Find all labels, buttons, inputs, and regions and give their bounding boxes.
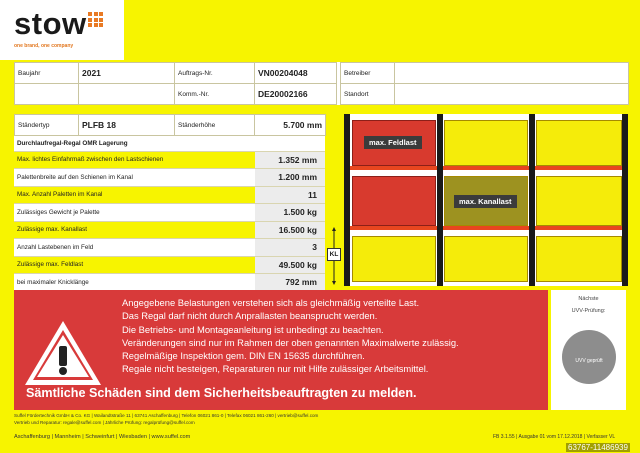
spec-value: 11: [255, 186, 325, 204]
warning-line: Das Regal darf nicht durch Anprallasten beansprucht werden.: [122, 310, 378, 322]
inspection-uvv-label: UVV-Prüfung:: [571, 308, 606, 314]
spec-title: Durchlaufregal-Regal OMR Lagerung: [14, 136, 325, 151]
betreiber-label: Betreiber: [341, 63, 395, 84]
footer-form-number: FB 3.1.55 | Ausgabe 01 vom 17.12.2018 | Verfasser VL: [493, 434, 616, 440]
kanallast-label: max. Kanallast: [454, 195, 517, 208]
spec-label: Max. Anzahl Paletten im Kanal: [14, 186, 255, 204]
pallet-yellow: [444, 236, 528, 282]
pallet-yellow: [444, 120, 528, 166]
inspection-seal: [562, 330, 616, 384]
watermark-id: 63767-11486939: [568, 443, 628, 452]
spec-label: Zulässige max. Feldlast: [14, 256, 255, 274]
spec-row: [14, 151, 325, 169]
spec-value: 49.500 kg: [255, 256, 325, 274]
staendertyp-value: PLFB 18: [79, 115, 175, 136]
warning-line: Regelmäßige Inspektion gem. DIN EN 15635 durchführen.: [122, 350, 365, 362]
rack-beam: [344, 226, 628, 230]
rack-illustration: [344, 114, 628, 286]
rack-post: [529, 114, 535, 286]
betreiber-value: [395, 63, 629, 84]
logo-box: [0, 0, 124, 60]
spec-label: Max. lichtes Einfahrmaß zwischen den Lastschienen: [14, 151, 255, 169]
warning-panel: [14, 290, 548, 410]
inspection-next-label: Nächste: [578, 296, 599, 302]
rack-post: [344, 114, 350, 286]
spec-label: bei maximaler Knicklänge: [14, 274, 255, 292]
warning-line: Die Betriebs- und Montageanleitung ist unbedingt zu beachten.: [122, 323, 384, 335]
warning-line: Angegebene Belastungen verstehen sich als gleichmäßig verteilte Last.: [122, 297, 420, 308]
spec-row: [14, 169, 325, 187]
spec-row: [14, 274, 325, 292]
inspection-box: [551, 290, 626, 410]
spec-row: [14, 186, 325, 204]
pallet-yellow: [536, 176, 622, 226]
spec-value: 1.352 mm: [255, 151, 325, 169]
auftrags-value: VN00204048: [255, 63, 337, 84]
warning-text: [122, 296, 459, 376]
spec-label: Anzahl Lastebenen im Feld: [14, 239, 255, 257]
warning-bottom-line: Sämtliche Schäden sind dem Sicherheitsbeauftragten zu melden.: [26, 386, 417, 400]
footer-cities: Aschaffenburg | Mannheim | Schweinfurt | Wiesbaden | www.suffel.com: [14, 434, 191, 440]
logo-tagline: one brand, one company: [14, 43, 74, 49]
spec-value: 1.200 mm: [255, 169, 325, 187]
spec-row: [14, 204, 325, 222]
staenderhoehe-label: Ständerhöhe: [175, 115, 255, 136]
spec-value: 3: [255, 239, 325, 257]
footer-line: Vertrieb und Reparatur: regale@suffel.com | Jährliche Prüfung: regalprüfung@suffel.com: [14, 419, 195, 425]
spec-value: 16.500 kg: [255, 221, 325, 239]
footer-address: [14, 413, 318, 426]
standort-label: Standort: [341, 84, 395, 105]
rack-post: [437, 114, 443, 286]
pallet-yellow: [352, 236, 436, 282]
info-table: [14, 62, 629, 105]
spec-label: Zulässige max. Kanallast: [14, 221, 255, 239]
warning-line: Veränderungen sind nur im Rahmen der oben genannten Maximalwerte zulässig.: [122, 336, 459, 348]
warning-line: Regale nicht besteigen, Reparaturen nur mit Hilfe zulässiger Arbeitsmittel.: [122, 363, 429, 375]
staender-table: [14, 114, 326, 136]
footer-line: Suffel Fördertechnik GmbH & Co. KG | Wailandtstraße 11 | 63741 Aschaffenburg | Telefon 06021 861-0 | Telefax 06021 861-260 | vertrieb@suffel.com: [14, 413, 319, 418]
spec-row: [14, 239, 325, 257]
staendertyp-label: Ständertyp: [15, 115, 79, 136]
spec-row: [14, 221, 325, 239]
seal-label: UVV geprüft: [575, 358, 603, 364]
pallet-red: [352, 176, 436, 226]
spec-value: 792 mm: [255, 274, 325, 292]
spec-row: [14, 256, 325, 274]
standort-value: [395, 84, 629, 105]
rack-post: [622, 114, 628, 286]
feldlast-label: max. Feldlast: [364, 136, 422, 149]
pallet-yellow: [536, 120, 622, 166]
komm-label: Komm.-Nr.: [175, 84, 255, 105]
kl-badge: KL: [327, 248, 341, 261]
spec-value: 1.500 kg: [255, 204, 325, 222]
rack-beam: [344, 166, 628, 170]
spec-table: [14, 136, 325, 292]
pallet-yellow: [536, 236, 622, 282]
company-logo: stow: [14, 6, 87, 41]
baujahr-label: Baujahr: [15, 63, 79, 84]
spec-label: Palettenbreite auf den Schienen im Kanal: [14, 169, 255, 187]
auftrags-label: Auftrags-Nr.: [175, 63, 255, 84]
spec-label: Zulässiges Gewicht je Palette: [14, 204, 255, 222]
komm-value: DE20002166: [255, 84, 337, 105]
baujahr-value: 2021: [79, 63, 175, 84]
staenderhoehe-value: 5.700 mm: [255, 115, 326, 136]
warning-triangle-icon: [22, 318, 104, 388]
logo-squares-icon: [88, 12, 103, 27]
